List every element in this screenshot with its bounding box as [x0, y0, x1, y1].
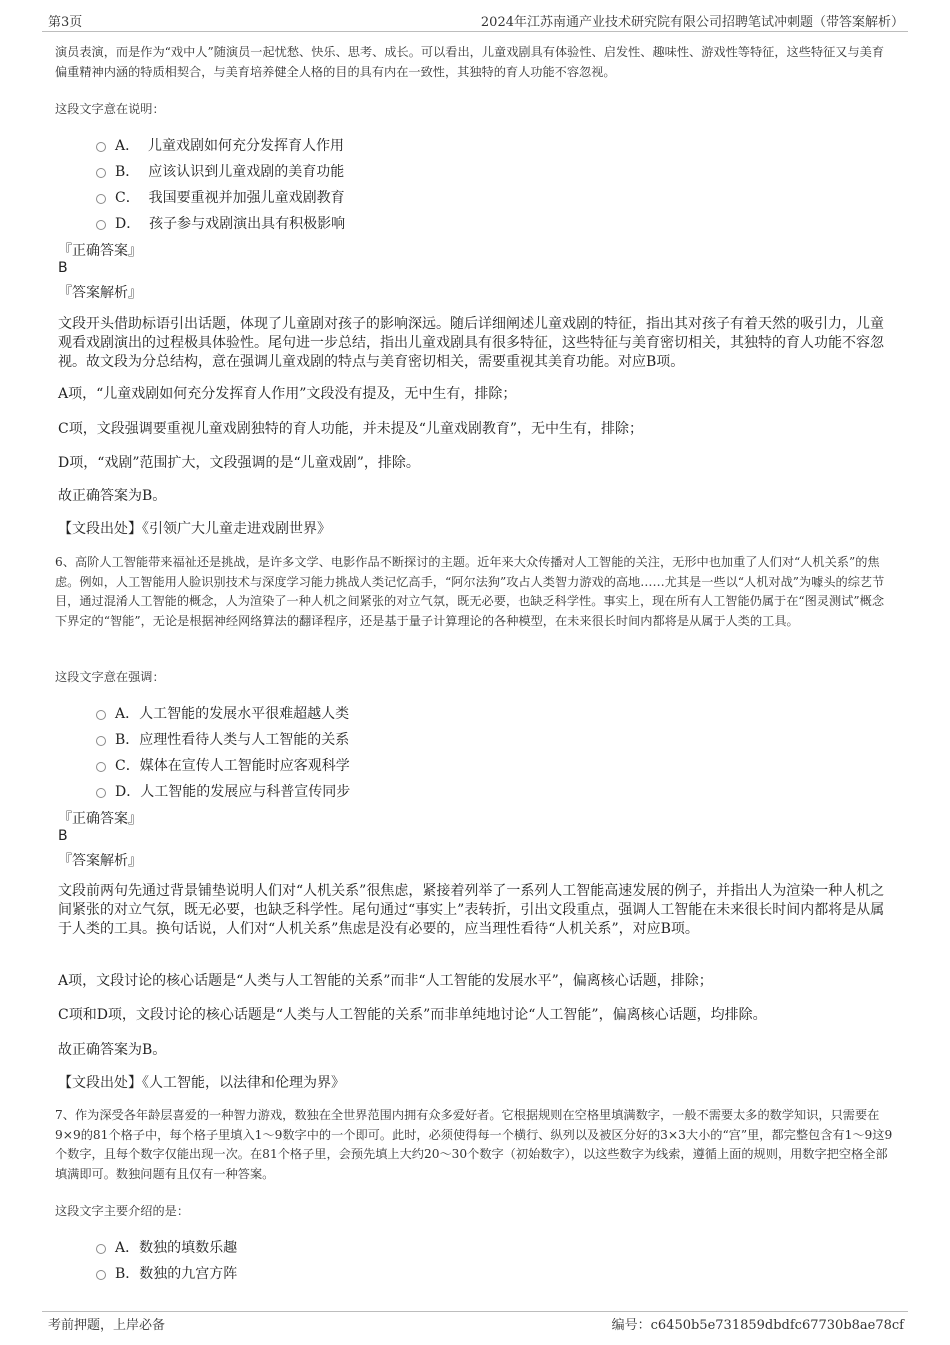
q5-conclusion: 故正确答案为B。 [58, 488, 167, 504]
radio-icon[interactable] [96, 194, 106, 204]
document-code: 编号：c6450b5e731859dbdfc67730b8ae78cf [611, 1318, 904, 1333]
q5-analysis-label: 『答案解析』 [58, 285, 142, 301]
q6-analysis-a: A项，文段讨论的核心话题是“人类与人工智能的关系”而非“人工智能的发展水平”，偏离核心话题，排除； [58, 973, 713, 989]
q5-answer: B [58, 260, 68, 276]
q6-option-b[interactable] [96, 729, 349, 749]
q6-option-d[interactable] [96, 781, 350, 801]
q6-passage: 6、高阶人工智能带来福祉还是挑战，是许多文学、电影作品不断探讨的主题。近年来大众传播对人工智能的关注，无形中也加重了人们对“人机关系”的焦虑。例如，人工智能用人脸识别技术与深度学习能力挑战人类记忆高手，“阿尔法狗”攻占人类智力游戏的高地……尤其是一些以“人机对战”为噱头的综艺节目，通过混淆人工智能的概念，人为渲染了一种人机之间紧张的对立气氛，既无必要，也缺乏科学性。事实上，现在所有人工智能仍属于在“图灵测试”概念下界定的“智能”，无论是根据神经网络算法的翻译程序，还是基于量子计算理论的各种模型，在未来很长时间内都将是从属于人类的工具。 [55, 555, 885, 628]
radio-icon[interactable] [96, 762, 106, 772]
q7-option-a-label: A．数独的填数乐趣 [115, 1240, 238, 1256]
q6-answer: B [58, 828, 68, 844]
q6-analysis-label: 『答案解析』 [58, 853, 142, 869]
radio-icon[interactable] [96, 220, 106, 230]
document-title: 2024年江苏南通产业技术研究院有限公司招聘笔试冲刺题（带答案解析） [480, 15, 904, 30]
radio-icon[interactable] [96, 710, 106, 720]
q6-option-d-label: D．人工智能的发展应与科普宣传同步 [115, 784, 351, 800]
q6-conclusion: 故正确答案为B。 [58, 1042, 167, 1058]
radio-icon[interactable] [96, 1270, 106, 1280]
q6-option-c-label: C．媒体在宣传人工智能时应客观科学 [115, 758, 350, 774]
q7-passage: 7、作为深受各年龄层喜爱的一种智力游戏，数独在全世界范围内拥有众多爱好者。它根据规则在空格里填满数字，一般不需要太多的数学知识，只需要在9×9的81个格子中，每个格子里填入1～9数字中的一个即可。此时，必须使得每一个横行、纵列以及被区分好的3×3大小的“宫”里，都完整包含有1～9这9个数字，且每个数字仅能出现一次。在81个格子里，会预先填上大约20～30个数字（初始数字），以这些数字为线索，遵循上面的规则，用数字把空格全部填满即可。数独问题有且仅有一种答案。 [55, 1108, 893, 1181]
q5-option-a[interactable] [96, 135, 344, 155]
q5-analysis-a: A项，“儿童戏剧如何充分发挥育人作用”文段没有提及，无中生有，排除； [58, 386, 517, 402]
q5-answer-label: 『正确答案』 [58, 243, 142, 259]
q5-analysis: 文段开头借助标语引出话题，体现了儿童剧对孩子的影响深远。随后详细阐述儿童戏剧的特征，指出其对孩子有着天然的吸引力，儿童观看戏剧演出的过程极具体验性。尾句进一步总结，指出儿童戏剧具有很多特征，这些特征与美育密切相关，其独特的育人功能不容忽视。故文段为分总结构，意在强调儿童戏剧的特点与美育密切相关，需要重视其美育功能。对应B项。 [58, 316, 884, 370]
radio-icon[interactable] [96, 1244, 106, 1254]
q7-option-a[interactable] [96, 1237, 237, 1257]
q6-analysis-cd: C项和D项，文段讨论的核心话题是“人类与人工智能的关系”而非单纯地讨论“人工智能”，偏离核心话题，均排除。 [58, 1007, 767, 1023]
radio-icon[interactable] [96, 736, 106, 746]
page-number: 第3页 [48, 15, 83, 30]
q7-prompt: 这段文字主要介绍的是： [55, 1204, 190, 1218]
q6-prompt: 这段文字意在强调： [55, 670, 165, 684]
q5-source: 【文段出处】《引领广大儿童走进戏剧世界》 [58, 521, 331, 537]
q5-option-a-label: A． 儿童戏剧如何充分发挥育人作用 [115, 138, 345, 154]
q6-option-a-label: A．人工智能的发展水平很难超越人类 [115, 706, 350, 722]
q5-option-c-label: C． 我国要重视并加强儿童戏剧教育 [115, 190, 345, 206]
q5-option-b[interactable] [96, 161, 344, 181]
q7-option-b[interactable] [96, 1263, 237, 1283]
q6-source: 【文段出处】《人工智能，以法律和伦理为界》 [58, 1075, 345, 1091]
q7-option-b-label: B．数独的九宫方阵 [115, 1266, 238, 1282]
footer-slogan: 考前押题，上岸必备 [48, 1318, 166, 1333]
q5-analysis-d: D项，“戏剧”范围扩大，文段强调的是“儿童戏剧”，排除。 [58, 455, 420, 471]
q5-option-d[interactable] [96, 213, 345, 233]
q6-answer-label: 『正确答案』 [58, 811, 142, 827]
q6-option-b-label: B．应理性看待人类与人工智能的关系 [115, 732, 350, 748]
footer-divider [42, 1311, 908, 1312]
q5-passage: 演员表演，而是作为“戏中人”随演员一起忧愁、快乐、思考、成长。可以看出，儿童戏剧具有体验性、启发性、趣味性、游戏性等特征，这些特征又与美育偏重精神内涵的特质相契合，与美育培养健全人格的目的具有内在一致性，其独特的育人功能不容忽视。 [55, 45, 885, 79]
q5-analysis-c: C项，文段强调要重视儿童戏剧独特的育人功能，并未提及“儿童戏剧教育”，无中生有，排除； [58, 421, 644, 437]
q6-option-a[interactable] [96, 703, 349, 723]
q6-analysis: 文段前两句先通过背景铺垫说明人们对“人机关系”很焦虑，紧接着列举了一系列人工智能高速发展的例子，并指出人为渲染一种人机之间紧张的对立气氛，既无必要，也缺乏科学性。尾句通过“事实上”表转折，引出文段重点，强调人工智能在未来很长时间内都将是从属于人类的工具。换句话说，人们对“人机关系”焦虑是没有必要的，应当理性看待“人机关系”，对应B项。 [58, 883, 885, 937]
q6-option-c[interactable] [96, 755, 350, 775]
q5-option-b-label: B． 应该认识到儿童戏剧的美育功能 [115, 164, 345, 180]
q5-option-c[interactable] [96, 187, 345, 207]
header-divider [42, 31, 908, 32]
q5-option-d-label: D． 孩子参与戏剧演出具有积极影响 [115, 216, 346, 232]
radio-icon[interactable] [96, 142, 106, 152]
q5-prompt: 这段文字意在说明： [55, 102, 165, 116]
radio-icon[interactable] [96, 168, 106, 178]
radio-icon[interactable] [96, 788, 106, 798]
